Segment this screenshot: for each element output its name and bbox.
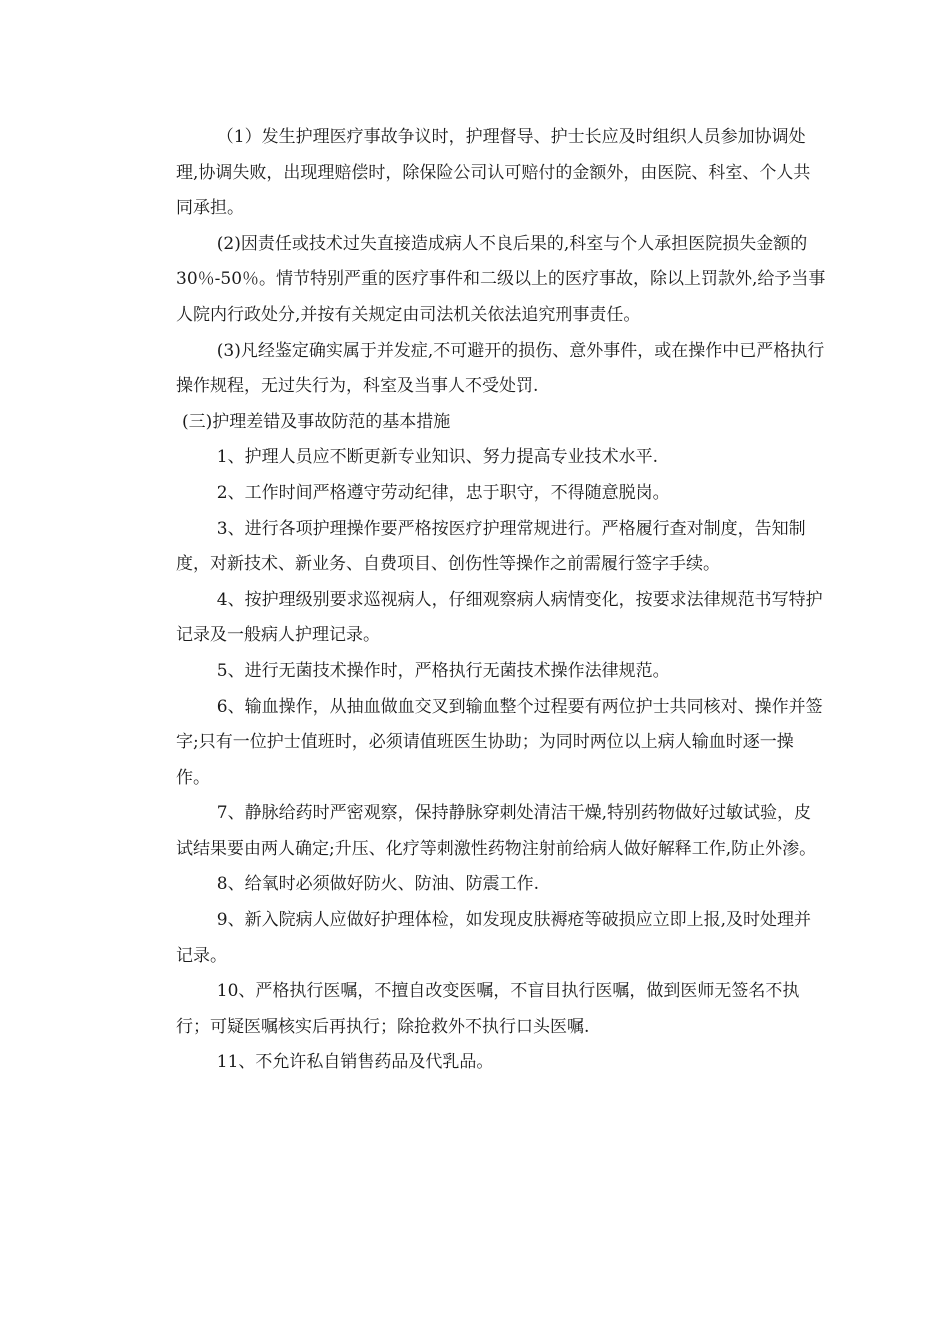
measure-item-9: 9、新入院病人应做好护理体检，如发现皮肤褥疮等破损应立即上报,及时处理并记录。	[176, 910, 812, 966]
section-heading: (三)护理差错及事故防范的基本措施	[182, 411, 451, 432]
document-body	[176, 120, 826, 1081]
measure-item-7: 7、静脉给药时严密观察，保持静脉穿刺处清洁干燥,特别药物做好过敏试验，皮试结果要由两人确定;升压、化疗等刺激性药物注射前给病人做好解释工作,防止外渗。	[176, 803, 817, 859]
measure-item-6: 6、输血操作，从抽血做血交叉到输血整个过程要有两位护士共同核对、操作并签字;只有一位护士值班时，必须请值班医生协助；为同时两位以上病人输血时逐一操作。	[176, 696, 823, 788]
measure-item-1: 1、护理人员应不断更新专业知识、努力提高专业技术水平.	[216, 447, 659, 468]
measure-item-11: 11、不允许私自销售药品及代乳品。	[216, 1052, 494, 1073]
measure-item-4: 4、按护理级别要求巡视病人，仔细观察病人病情变化，按要求法律规范书写特护记录及一般病人护理记录。	[176, 589, 823, 646]
measure-item-8: 8、给氧时必须做好防火、防油、防震工作.	[216, 874, 540, 895]
paragraph-item-2: (2)因责任或技术过失直接造成病人不良后果的,科室与个人承担医院损失金额的30％-50％。情节特别严重的医疗事件和二级以上的医疗事故，除以上罚款外,给予当事人院内行政处分,并按有关规定由司法机关依法追究刑事责任。	[176, 233, 826, 325]
paragraph-item-1: （1）发生护理医疗事故争议时，护理督导、护士长应及时组织人员参加协调处理,协调失败，出现理赔偿时，除保险公司认可赔付的金额外，由医院、科室、个人共同承担。	[176, 127, 811, 219]
measure-item-3: 3、进行各项护理操作要严格按医疗护理常规进行。严格履行查对制度，告知制度，对新技术、新业务、自费项目、创伤性等操作之前需履行签字手续。	[176, 518, 806, 575]
measure-item-5: 5、进行无菌技术操作时，严格执行无菌技术操作法律规范。	[216, 660, 670, 681]
measure-item-10: 10、严格执行医嘱，不擅自改变医嘱，不盲目执行医嘱，做到医师无签名不执行；可疑医嘱核实后再执行；除抢救外不执行口头医嘱.	[176, 981, 800, 1037]
measure-item-2: 2、工作时间严格遵守劳动纪律，忠于职守，不得随意脱岗。	[216, 482, 670, 503]
paragraph-item-3: (3)凡经鉴定确实属于并发症,不可避开的损伤、意外事件，或在操作中已严格执行操作规程，无过失行为，科室及当事人不受处罚.	[176, 340, 825, 397]
